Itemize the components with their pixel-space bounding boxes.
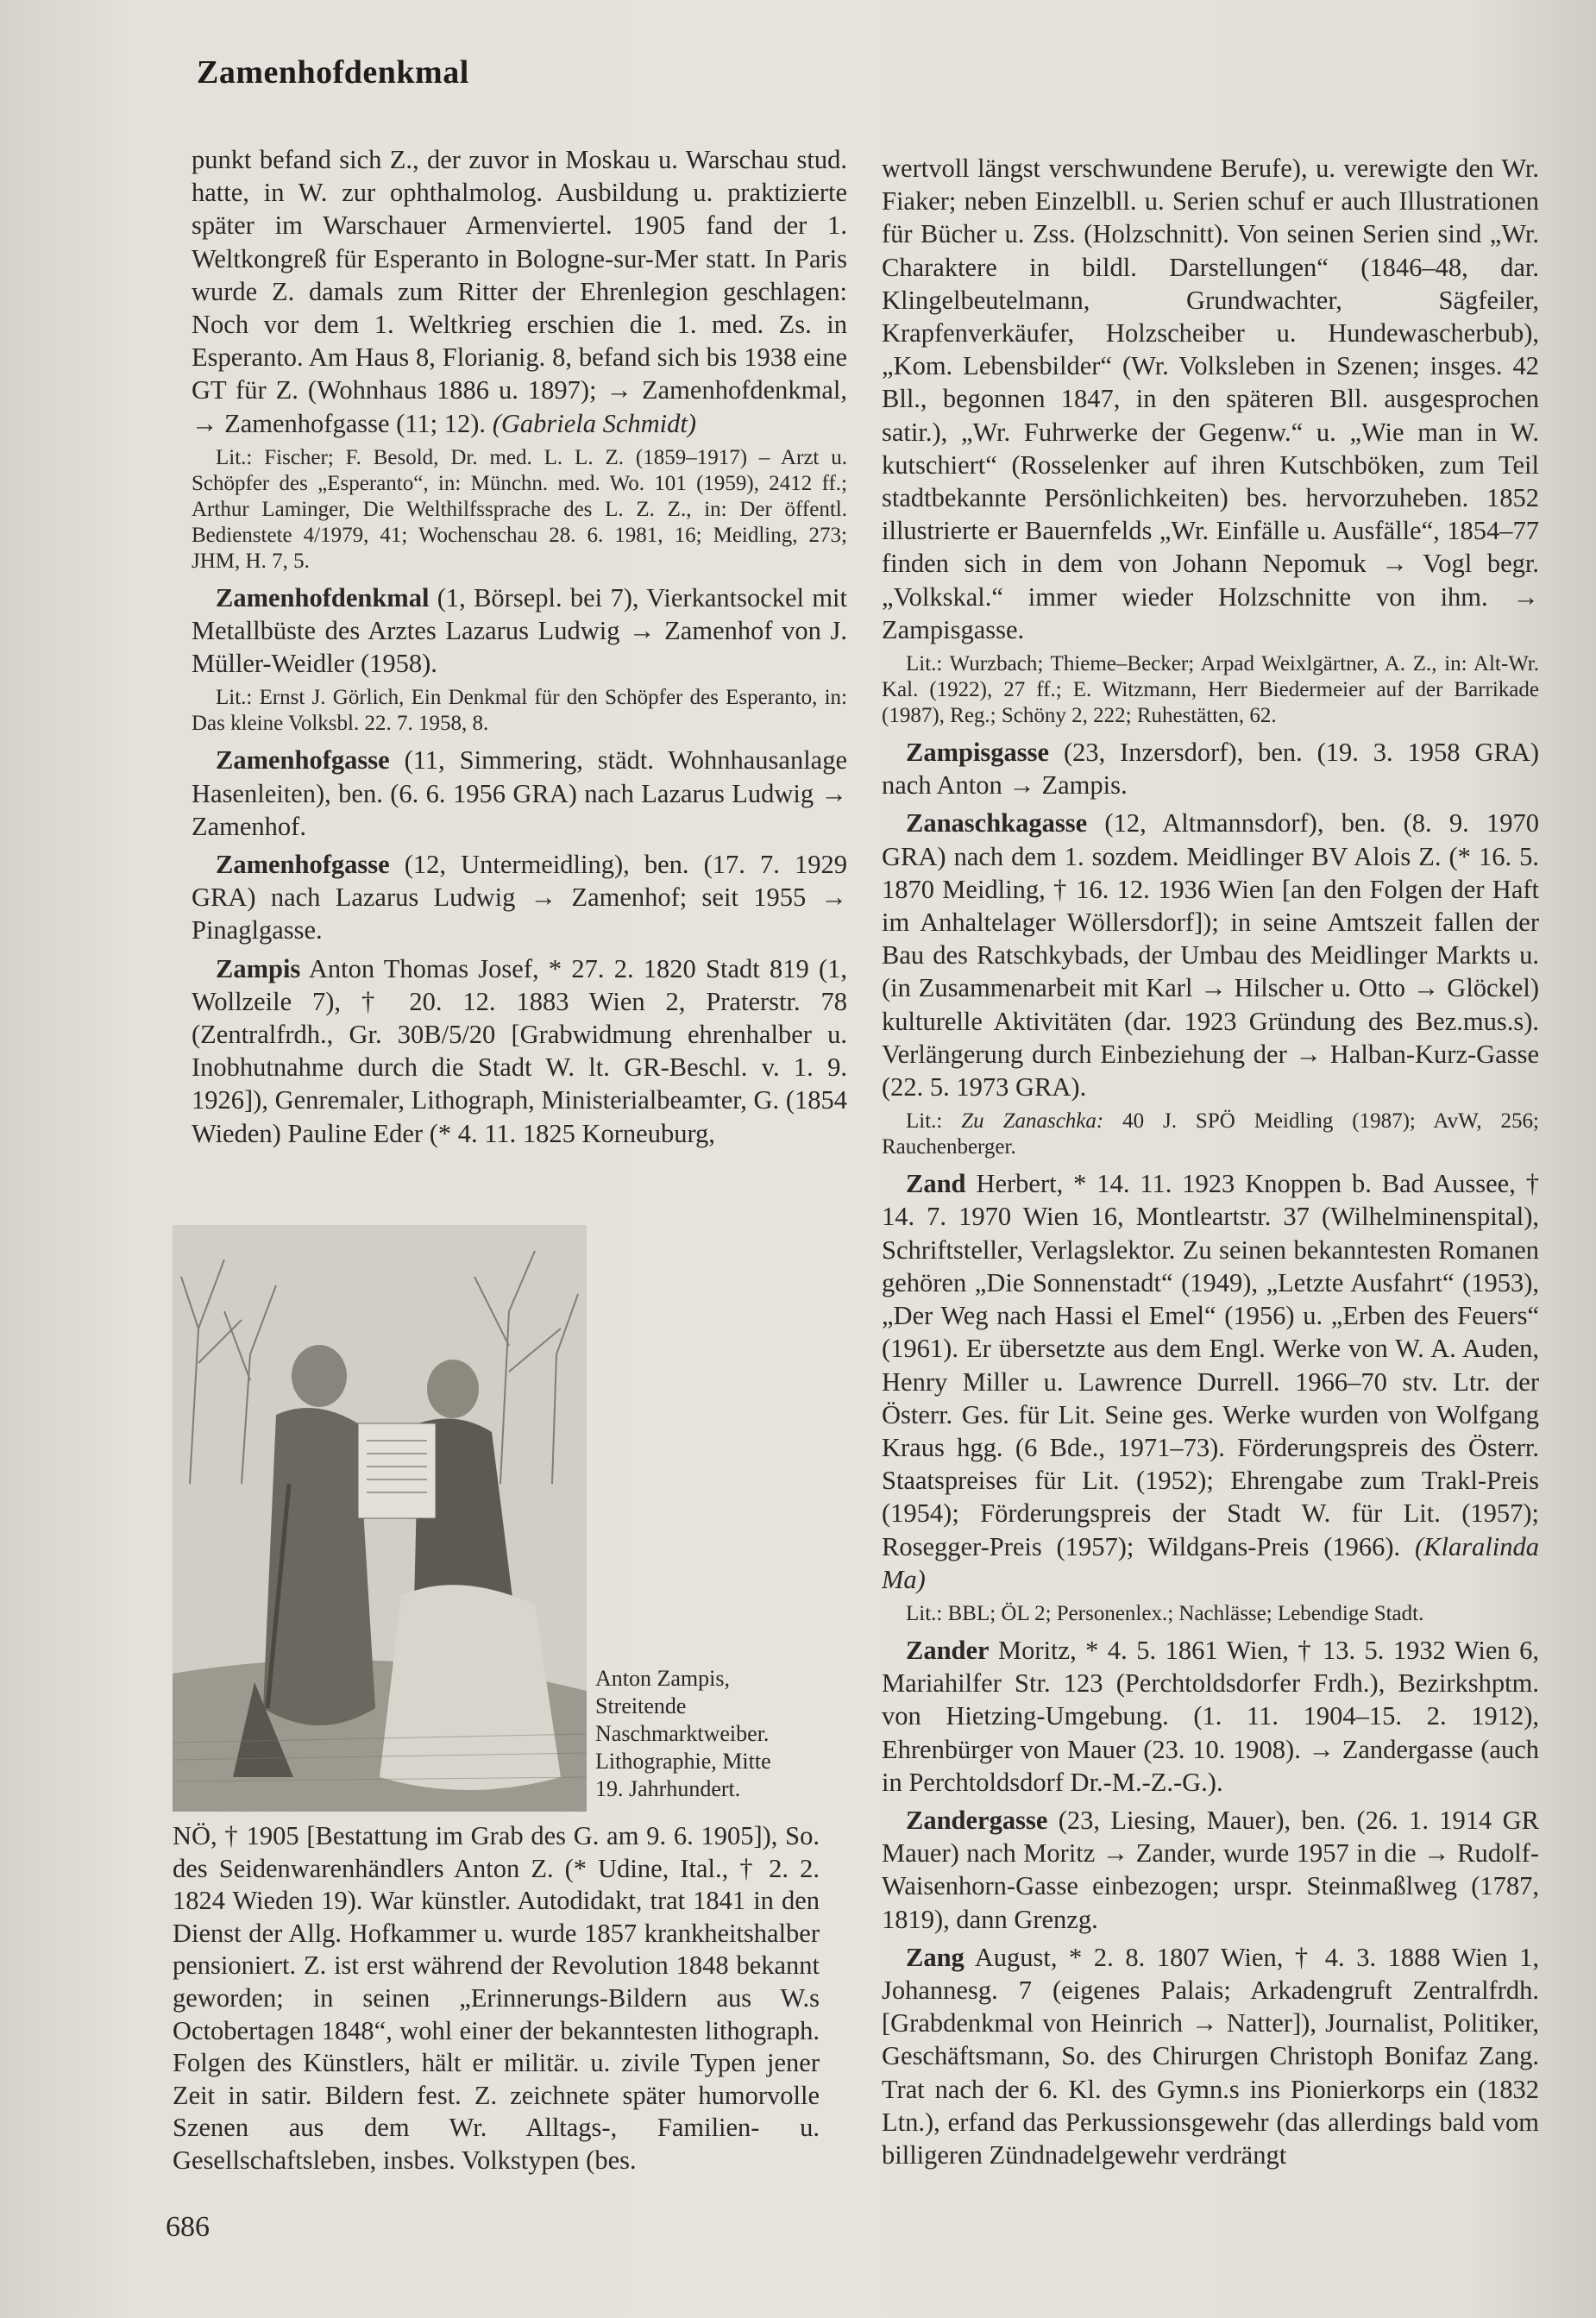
lexicon-entry: Zampis Anton Thomas Josef, * 27. 2. 1820 Stadt 819 (1, Wollzeile 7), † 20. 12. 1883 Wien 2, Praterstr. 78 (Zentralfrdh., Gr. 30B/5/20 [Grabwidmung ehrenhalber u. Inobhutnahme durch die Stadt W. lt. GR-Beschl. v. 1. 9. 1926]), Genremaler, Lithograph, Ministerialbeamter, G. (1854 Wieden) Pauline Eder (* 4. 11. 1825 Korneuburg, [192, 953, 847, 1148]
lexicon-entry: Zander Moritz, * 4. 5. 1861 Wien, † 13. 5. 1932 Wien 6, Mariahilfer Str. 123 (Perchtoldsdorfer Frdh.), Bezirkshptm. von Hietzing-Umgebung. (1. 11. 1904–15. 2. 1912), Ehrenbürger von Mauer (23. 10. 1908). → Zandergasse (auch in Perchtoldsdorf Dr.-M.-Z.-G.). [882, 1635, 1539, 1797]
entry-headword: Zamenhofdenkmal [216, 582, 430, 612]
figure-caption: Anton Zampis, Streitende Naschmarktweiber. Lithographie, Mitte 19. Jahrhundert. [595, 1666, 771, 1801]
literature-note: Lit.: Fischer; F. Besold, Dr. med. L. L. Z. (1859–1917) – Arzt u. Schöpfer des „Esperanto“, in: Münchn. med. Wo. 101 (1959), 2412 ff.; Arthur Laminger, Die Welthilfssprache des L. Z. Z., in: Der öffentl. Bedienstete 4/1979, 41; Wochenschau 28. 6. 1981, 16; Meidling, 273; JHM, H. 7, 5. [192, 445, 847, 573]
literature-note: Lit.: BBL; ÖL 2; Personenlex.; Nachlässe; Lebendige Stadt. [906, 1601, 1424, 1625]
running-header: Zamenhofdenkmal [197, 54, 469, 91]
lexicon-entry: Zampisgasse (23, Inzersdorf), ben. (19. 3. 1958 GRA) nach Anton → Zampis. [882, 738, 1539, 801]
right-column [882, 152, 1539, 2171]
lexicon-entry: Zamenhofgasse (12, Untermeidling), ben. (17. 7. 1929 GRA) nach Lazarus Ludwig → Zamenhof; seit 1955 → Pinaglgasse. [192, 850, 847, 945]
author-credit: (Gabriela Schmidt) [492, 408, 697, 438]
literature-note: Lit.: Wurzbach; Thieme–Becker; Arpad Weixlgärtner, A. Z., in: Alt-Wr. Kal. (1922), 27 ff.; E. Witzmann, Herr Biedermeier auf der Barrikade (1987), Reg.; Schöny 2, 222; Ruhestätten, 62. [882, 652, 1539, 728]
lexicon-entry: Zanaschkagasse (12, Altmannsdorf), ben. (8. 9. 1970 GRA) nach dem 1. sozdem. Meidlinger BV Alois Z. (* 16. 5. 1870 Meidling, † 16. 12. 1936 Wien [an den Folgen der Haft im Anhaltelager Wöllersdorf]); in seine Amtszeit fallen der Bau des Ratschkybads, der Umbau des Meidlinger Markts u. (in Zusammenarbeit mit Karl → Hilscher u. Otto → Glöckel) kulturelle Aktivitäten (dar. 1923 Gründung des Bez.mus.s). Verlängerung durch Einbeziehung der → Halban-Kurz-Gasse (22. 5. 1973 GRA). [882, 808, 1539, 1102]
lexicon-entry: Zand Herbert, * 14. 11. 1923 Knoppen b. Bad Aussee, † 14. 7. 1970 Wien 16, Montleartstr. 37 (Wilhelminenspital), Schriftsteller, Verlagslektor. Zu seinen bekanntesten Romanen gehören „Die Sonnenstadt“ (1949), „Letzte Ausfahrt“ (1953), „Der Weg nach Hassi el Emel“ (1956) u. „Erben des Feuers“ (1961). Er übersetzte aus dem Engl. Werke von W. A. Auden, Henry Miller u. Lawrence Durrell. 1966–70 stv. Ltr. der Österr. Ges. für Lit. Seine ges. Werke wurden von Wolfgang Kraus hgg. (6 Bde., 1971–73). Förderungspreis des Österr. Staatspreises für Lit. (1952); Ehrengabe zum Trakl-Preis (1954); Förderungspreis der Stadt W. für Lit. (1957); Rosegger-Preis (1957); Wildgans-Preis (1966). (Klaralinda Ma) [882, 1169, 1540, 1594]
entry-headword: Zampisgasse [906, 738, 1050, 768]
continued-entry-text: punkt befand sich Z., der zuvor in Moskau u. Warschau stud. hatte, in W. zur ophthalmolog. Ausbildung u. praktizierte später im Warschauer Armenviertel. 1905 fand der 1. Weltkongreß für Esperanto in Bologne-sur-Mer statt. In Paris wurde Z. damals zum Ritter der Ehrenlegion geschlagen: Noch vor dem 1. Weltkrieg erschien die 1. med. Zs. in Esperanto. Am Haus 8, Florianig. 8, befand sich bis 1938 eine GT für Z. (Wohnhaus 1886 u. 1897); → Zamenhofdenkmal, → Zamenhofgasse (11; 12). (Gabriela Schmidt) [192, 145, 847, 438]
lithograph-drawing [173, 1225, 587, 1812]
entry-headword: Zandergasse [906, 1805, 1048, 1835]
lexicon-entry: Zamenhofgasse (11, Simmering, städt. Wohnhausanlage Hasenleiten), ben. (6. 6. 1956 GRA) nach Lazarus Ludwig → Zamenhof. [192, 745, 847, 841]
literature-note: Lit.: Zu Zanaschka: 40 J. SPÖ Meidling (1987); AvW, 256; Rauchenberger. [882, 1109, 1539, 1159]
entry-continuation: NÖ, † 1905 [Bestattung im Grab des G. am 9. 6. 1905]), So. des Seidenwarenhändlers Anton Z. (* Udine, Ital., † 2. 2. 1824 Wieden 19). War künstler. Autodidakt, trat 1841 in den Dienst der Allg. Hofkammer u. wurde 1857 krankheitshalber pensioniert. Z. ist erst während der Revolution 1848 bekannt geworden; in seinen „Erinnerungs-Bildern aus W.s Octobertagen 1848“, wohl einer der bekanntesten lithograph. Folgen des Künstlers, hält er militär. u. zivile Typen jener Zeit in satir. Bildern fest. Z. zeichnete später humorvolle Szenen aus dem Wr. Alltags-, Familien- u. Gesellschaftsleben, insbes. Volkstypen (bes. [173, 1821, 820, 2175]
left-column [192, 143, 847, 1150]
lithograph-illustration [173, 1225, 587, 1812]
lexicon-entry: Zamenhofdenkmal (1, Börsepl. bei 7), Vierkantsockel mit Metallbüste des Arztes Lazarus Ludwig → Zamenhof von J. Müller-Weidler (1958). [192, 582, 847, 679]
entry-headword: Zanaschkagasse [906, 808, 1088, 839]
lexicon-entry: Zandergasse (23, Liesing, Mauer), ben. (26. 1. 1914 GR Mauer) nach Moritz → Zander, wurde 1957 in die → Rudolf-Waisenhorn-Gasse einbezogen; urspr. Steinmaßlweg (1787, 1819), dann Grenzg. [882, 1805, 1539, 1934]
continued-entry-text: wertvoll längst verschwundene Berufe), u. verewigte den Wr. Fiaker; neben Einzelbll. u. Serien schuf er auch Illustrationen für Bücher u. Zss. (Holzschnitt). Von seinen Serien sind „Wr. Charaktere in bildl. Darstellungen“ (1846–48, dar. Klingelbeutelmann, Grundwachter, Sägfeiler, Krapfenverkäufer, Holzscheiber u. Hundewascherbub), „Kom. Lebensbilder“ (Wr. Volksleben in Szenen; insges. 42 Bll., begonnen 1847, in den späteren Bll. ausgesprochen satir.), „Wr. Fuhrwerke der Gegenw.“ u. „Wie man in W. kutschiert“ (Rosselenker auf ihren Kutschböken, zum Teil stadtbekannte Persönlichkeiten) bes. hervorzuheben. 1852 illustrierte er Bauernfelds „Wr. Einfälle u. Ausfälle“, 1854–77 finden sich in dem von Johann Nepomuk → Vogl begr. „Volkskal.“ immer wieder Holzschnitte von ihm. → Zampisgasse. [882, 154, 1539, 644]
entry-headword: Zampis [216, 953, 301, 983]
entry-headword: Zamenhofgasse [216, 850, 390, 880]
literature-note: Lit.: Ernst J. Görlich, Ein Denkmal für den Schöpfer des Esperanto, in: Das kleine Volksbl. 22. 7. 1958, 8. [192, 686, 847, 736]
entry-headword: Zand [906, 1169, 966, 1199]
entry-headword: Zander [906, 1635, 990, 1665]
author-credit: (Klaralinda Ma) [882, 1531, 1540, 1594]
entry-headword: Zang [906, 1942, 965, 1972]
page-number: 686 [166, 2211, 210, 2243]
lexicon-entry: Zang August, * 2. 8. 1807 Wien, † 4. 3. 1888 Wien 1, Johannesg. 7 (eigenes Palais; Arkadengruft Zentralfrdh. [Grabdenkmal von Heinrich → Natter]), Journalist, Politiker, Geschäftsmann, So. des Chirurgen Christoph Bonifaz Zang. Trat nach der 6. Kl. des Gymn.s ins Pionierkorps ein (1832 Ltn.), erfand das Perkussionsgewehr (das allerdings bald vom billigeren Zündnadelgewehr verdrängt [882, 1942, 1539, 2170]
left-column-lower [173, 1820, 820, 2177]
entry-headword: Zamenhofgasse [216, 745, 390, 776]
